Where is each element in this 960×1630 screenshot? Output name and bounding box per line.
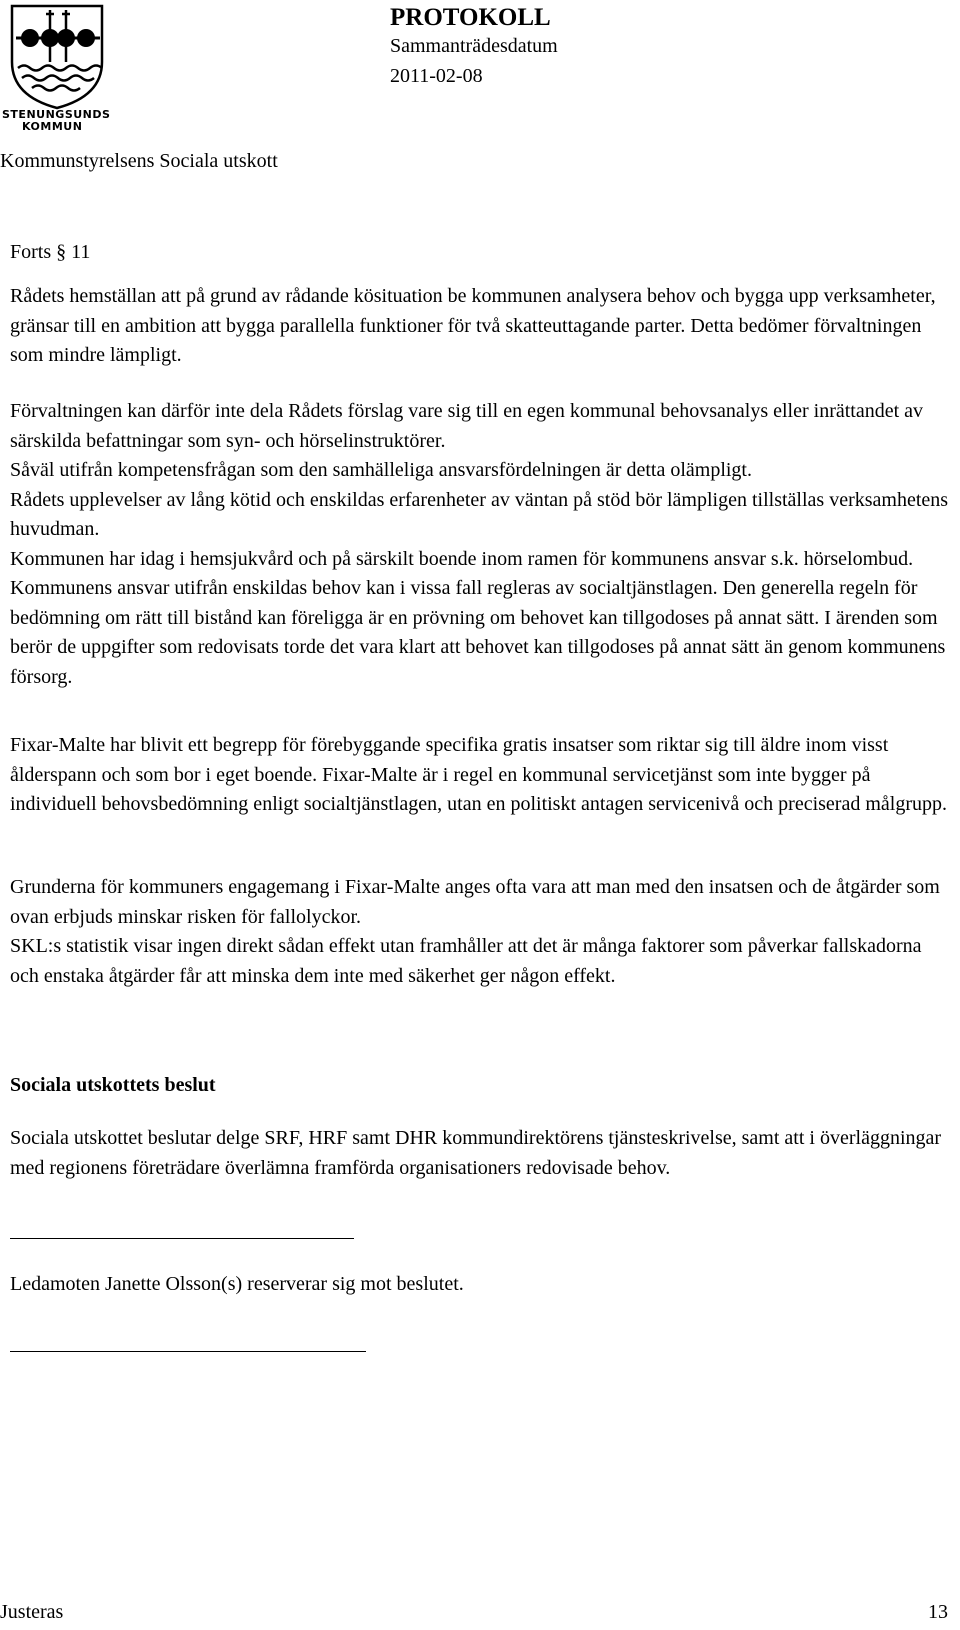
divider-line [10,1351,366,1352]
document-title: PROTOKOLL [390,4,551,31]
decision-heading: Sociala utskottets beslut [10,1074,216,1096]
paragraph-2e-text: Kommunens ansvar utifrån enskildas behov kan i vissa fall regleras av socialtjänstlagen. Den generella regeln för bedömning om rätt till bistånd kan föreligga är en prövning om behovet kan tillgodoses på annat sätt. I ärenden som berör de uppgifter som redovisats torde det vara klart att behovet kan tillgodoses på annat sätt än genom kommunens försorg. [10,577,946,688]
paragraph-2c-text: Rådets upplevelser av lång kötid och enskildas erfarenheter av väntan på stöd bör lämpligen tillställas verksamhetens huvudman. [10,488,949,540]
paragraph-2 [10,397,954,692]
paragraph-4a-text: Grunderna för kommuners engagemang i Fixar-Malte anges ofta vara att man med den insatsen och de åtgärder som ovan erbjuds minskar risken för fallolyckor. [10,876,940,928]
footer-justeras: Justeras [0,1601,64,1623]
logo-text-line2: KOMMUN [22,120,83,133]
paragraph-3-text: Fixar-Malte har blivit ett begrepp för förebyggande specifika gratis insatser som riktar sig till äldre inom visst ålderspann och som bor i eget boende. Fixar-Malte är i regel en kommunal servicetjänst som inte bygger på individuell behovsbedömning enligt socialtjänstlagen, utan en politiskt antagen servicenivå och preciserad målgrupp. [10,734,947,815]
paragraph-4b-text: SKL:s statistik visar ingen direkt sådan effekt utan framhåller att det är många faktorer som påverkar fallskadorna och enstaka åtgärder får att minska dem inte med säkerhet ger någon effekt. [10,935,922,987]
section-label: Forts § 11 [10,241,91,263]
decision-paragraph [10,1124,954,1183]
paragraph-2d-text: Kommunen har idag i hemsjukvård och på särskilt boende inom ramen för kommunens ansvar s.k. hörselombud. [10,547,914,570]
paragraph-2b-text: Såväl utifrån kompetensfrågan som den samhälleliga ansvarsfördelningen är detta olämpligt. [10,459,752,481]
logo-text-line1: STENUNGSUNDS [2,108,111,121]
meeting-date: 2011-02-08 [390,65,483,87]
committee-name: Kommunstyrelsens Sociala utskott [0,150,278,172]
divider-line [10,1238,354,1239]
municipality-logo [2,4,118,133]
paragraph-2a-text: Förvaltningen kan därför inte dela Rådets förslag vare sig till en egen kommunal behovsanalys eller inrättandet av särskilda befattningar som syn- och hörselinstruktörer. [10,400,924,452]
paragraph-1 [10,282,954,371]
decision-text: Sociala utskottet beslutar delge SRF, HRF samt DHR kommundirektörens tjänsteskrivelse, samt att i överläggningar med regionens företrädare överlämna framförda organisationers redovisade behov. [10,1127,942,1179]
paragraph-4 [10,873,954,991]
page-number: 13 [928,1601,948,1623]
paragraph-3 [10,731,954,820]
paragraph-1-text: Rådets hemställan att på grund av rådande kösituation be kommunen analysera behov och bygga upp verksamheter, gränsar till en ambition att bygga parallella funktioner för två skatteuttagande parter. Detta bedömer förvaltningen som mindre lämpligt. [10,285,936,366]
reservation-text: Ledamoten Janette Olsson(s) reserverar sig mot beslutet. [10,1273,464,1295]
meeting-date-label: Sammanträdesdatum [390,35,558,57]
